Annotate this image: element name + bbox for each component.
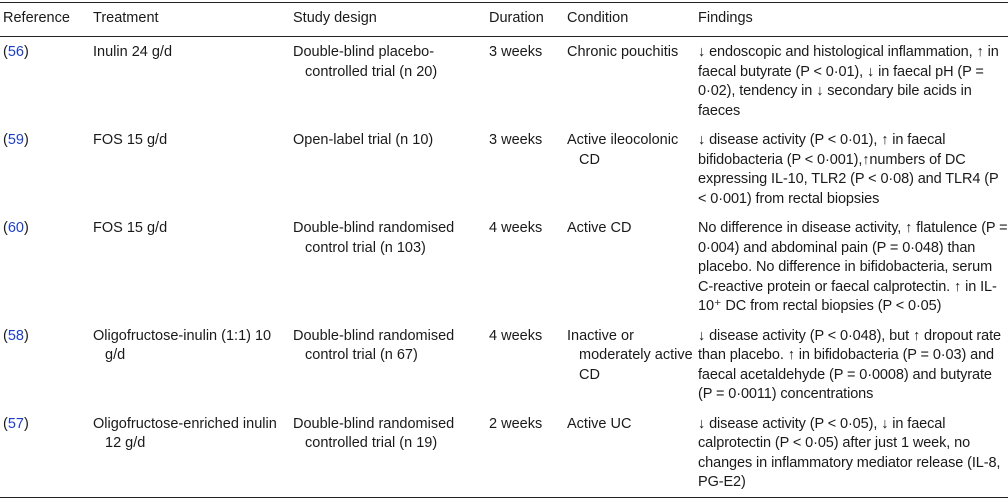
table-row bbox=[0, 409, 1008, 498]
condition-cell: Active CD bbox=[567, 220, 632, 236]
duration-cell: 3 weeks bbox=[489, 132, 543, 148]
table-row bbox=[0, 321, 1008, 409]
col-header-findings: Findings bbox=[698, 10, 753, 26]
reference-link[interactable]: 57 bbox=[7, 415, 24, 432]
duration-cell: 2 weeks bbox=[489, 415, 543, 432]
treatment-cell: FOS 15 g/d bbox=[93, 132, 168, 148]
col-header-treatment: Treatment bbox=[93, 10, 159, 26]
col-header-study-design: Study design bbox=[293, 10, 377, 26]
condition-cell: Active UC bbox=[567, 415, 632, 432]
reference-link[interactable]: 58 bbox=[7, 327, 24, 344]
reference-link[interactable]: 59 bbox=[7, 132, 24, 148]
reference-link[interactable]: 60 bbox=[7, 220, 24, 236]
design-cell: Double-blind randomised control trial (n 103) bbox=[293, 220, 455, 256]
findings-cell: ↓ disease activity (P < 0·05), ↓ in faecal calprotectin (P < 0·05) after just 1 week, no changes in inflammatory mediator release (IL-8, PG-E2) bbox=[698, 415, 1001, 490]
reference-cell: (56) bbox=[3, 44, 29, 60]
reference-cell: (57) bbox=[3, 415, 29, 432]
findings-cell: No difference in disease activity, ↑ flatulence (P = 0·004) and abdominal pain (P = 0·048) than placebo. No difference in bifidobacteria, serum C-reactive protein or faecal calprotectin. ↑ in IL-10⁺ DC from rectal biopsies (P < 0·05) bbox=[698, 220, 1008, 314]
col-header-condition: Condition bbox=[567, 10, 629, 26]
treatment-cell: Inulin 24 g/d bbox=[93, 44, 173, 60]
findings-cell: ↓ disease activity (P < 0·01), ↑ in faecal bifidobacteria (P < 0·001),↑numbers of DC expressing IL-10, TLR2 (P < 0·08) and TLR4 (P < 0·001) from rectal biopsies bbox=[698, 132, 999, 207]
design-cell: Double-blind placebo-controlled trial (n 20) bbox=[293, 44, 438, 80]
col-header-duration: Duration bbox=[489, 10, 544, 26]
findings-cell: ↓ endoscopic and histological inflammation, ↑ in faecal butyrate (P < 0·01), ↓ in faecal pH (P = 0·02), tendency in ↓ secondary bile acids in faeces bbox=[698, 44, 999, 119]
treatment-cell: FOS 15 g/d bbox=[93, 220, 168, 236]
design-cell: Double-blind randomised controlled trial (n 19) bbox=[293, 415, 455, 451]
condition-cell: Active ileocolonic CD bbox=[567, 132, 679, 168]
treatment-cell: Oligofructose-enriched inulin 12 g/d bbox=[93, 415, 277, 451]
design-cell: Open-label trial (n 10) bbox=[293, 132, 434, 148]
duration-cell: 4 weeks bbox=[489, 327, 543, 344]
reference-link[interactable]: 56 bbox=[7, 44, 24, 60]
table-row bbox=[0, 37, 1008, 126]
duration-cell: 3 weeks bbox=[489, 44, 543, 60]
condition-cell: Chronic pouchitis bbox=[567, 44, 679, 60]
table-row bbox=[0, 125, 1008, 213]
table-row bbox=[0, 213, 1008, 321]
studies-table bbox=[0, 2, 1008, 498]
reference-cell: (58) bbox=[3, 327, 29, 344]
col-header-reference: Reference bbox=[3, 10, 70, 26]
reference-cell: (59) bbox=[3, 132, 29, 148]
duration-cell: 4 weeks bbox=[489, 220, 543, 236]
condition-cell: Inactive or moderately active CD bbox=[567, 327, 693, 383]
treatment-cell: Oligofructose-inulin (1:1) 10 g/d bbox=[93, 327, 272, 363]
header-row bbox=[0, 3, 1008, 37]
reference-cell: (60) bbox=[3, 220, 29, 236]
design-cell: Double-blind randomised control trial (n 67) bbox=[293, 327, 455, 363]
findings-cell: ↓ disease activity (P < 0·048), but ↑ dropout rate than placebo. ↑ in bifidobacteria (P = 0·03) and faecal acetaldehyde (P = 0·0008) and butyrate (P = 0·0011) concentrations bbox=[698, 327, 1002, 402]
